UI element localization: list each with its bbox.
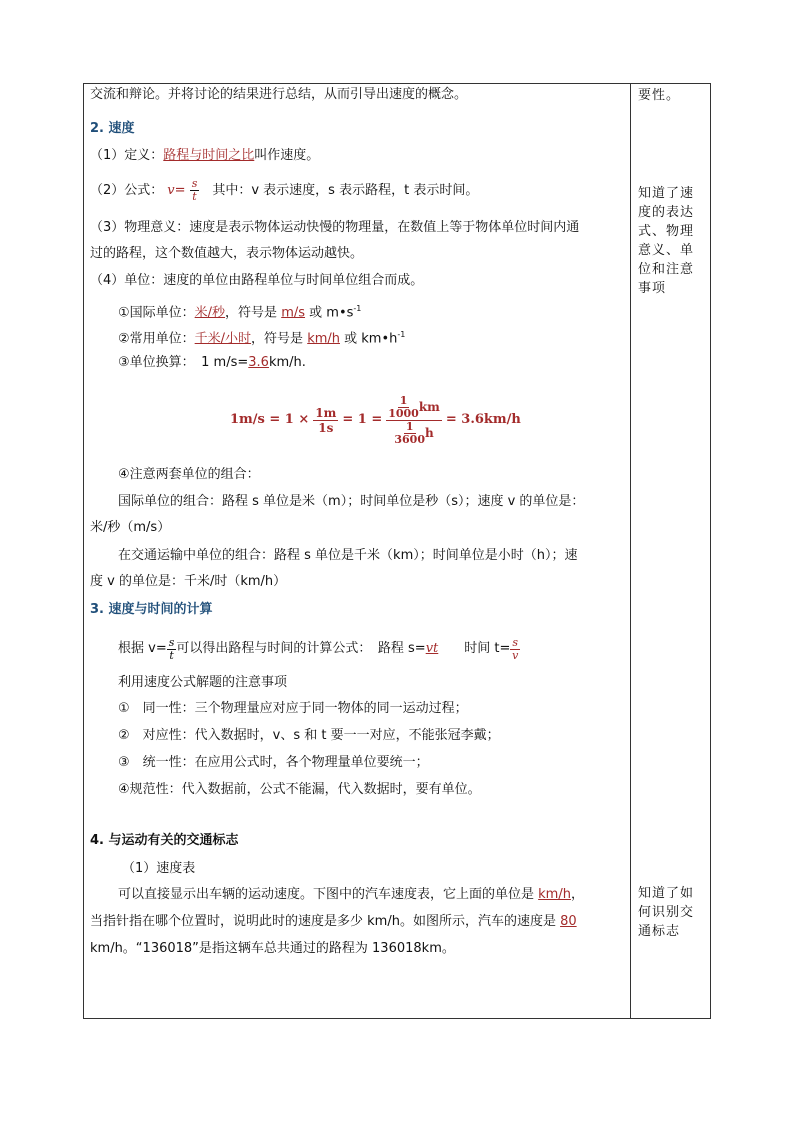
fraction bbox=[510, 637, 520, 662]
text: 叫作速度。 bbox=[254, 148, 320, 163]
formula-line bbox=[90, 178, 478, 203]
denominator: 3600 bbox=[394, 432, 425, 446]
unit: h bbox=[424, 426, 434, 440]
text: （1）定义： bbox=[90, 148, 164, 163]
underlined-answer: m/s bbox=[281, 305, 306, 321]
calc-formula-line bbox=[118, 632, 520, 666]
unit: km bbox=[418, 400, 440, 414]
compound-fraction bbox=[386, 395, 442, 446]
underlined-answer: 3.6 bbox=[248, 355, 269, 370]
side-note: 知道了如何识别交通标志 bbox=[638, 886, 695, 939]
text-line: （3）物理意义：速度是表示物体运动快慢的物理量，在数值上等于物体单位时间内通 bbox=[90, 220, 580, 235]
underlined-answer: 80 bbox=[560, 914, 577, 929]
numerator: 1m bbox=[315, 405, 337, 420]
fraction bbox=[167, 637, 177, 662]
list-item: ③ 统一性：在应用公式时，各个物理量单位要统一； bbox=[118, 755, 429, 770]
text-line: 米/秒（m/s） bbox=[90, 520, 171, 535]
numerator: 1 bbox=[399, 393, 408, 407]
formula-eq: = bbox=[174, 183, 186, 198]
text-line bbox=[118, 886, 584, 904]
denominator: 1000 bbox=[388, 406, 419, 420]
definition-line bbox=[90, 147, 319, 165]
eq-part: 1m/s = 1 × bbox=[230, 412, 310, 427]
text: 可以得出路程与时间的计算公式： 路程 s= bbox=[176, 641, 426, 656]
eq-part: = 3.6km/h bbox=[445, 412, 521, 427]
underlined-answer: km/h bbox=[307, 331, 340, 347]
denominator: t bbox=[169, 648, 174, 662]
text: 当指针指在哪个位置时，说明此时的速度是多少 km/h。如图所示，汽车的速度是 bbox=[90, 914, 561, 929]
fraction bbox=[313, 406, 338, 435]
text: 可以直接显示出车辆的运动速度。下图中的汽车速度表，它上面的单位是 bbox=[118, 887, 539, 902]
underlined-answer: 米/秒 bbox=[194, 305, 226, 321]
text: ③单位换算： 1 m/s= bbox=[118, 355, 249, 370]
list-item: ② 对应性：代入数据时，v、s 和 t 要一一对应，不能张冠李戴； bbox=[118, 728, 500, 743]
column-divider bbox=[630, 83, 631, 1019]
section-heading-speed: 2. 速度 bbox=[90, 121, 135, 136]
underlined-answer: 路程与时间之比 bbox=[163, 148, 255, 163]
common-unit-line bbox=[118, 326, 405, 348]
denominator: 1s bbox=[318, 420, 334, 435]
text: km/h. bbox=[268, 355, 306, 370]
text: 时间 t= bbox=[438, 641, 511, 656]
text-line: （4）单位：速度的单位由路程单位与时间单位组合而成。 bbox=[90, 273, 424, 288]
text: 或 km•h bbox=[340, 331, 398, 347]
text-line: 在交通运输中单位的组合：路程 s 单位是千米（km）；时间单位是小时（h）；速 bbox=[118, 548, 578, 563]
text: ，符号是 bbox=[225, 305, 282, 321]
numerator: s bbox=[191, 177, 198, 190]
section-heading-traffic: 4. 与运动有关的交通标志 bbox=[90, 833, 239, 848]
conversion-equation bbox=[230, 382, 521, 458]
text: ，符号是 bbox=[251, 331, 308, 347]
side-note: 知道了速度的表达式、物理意义、单位和注意事项 bbox=[638, 186, 695, 296]
text: 其中：v 表示速度，s 表示路程，t 表示时间。 bbox=[212, 183, 479, 198]
section-heading-calc: 3. 速度与时间的计算 bbox=[90, 602, 213, 617]
fraction bbox=[190, 178, 200, 203]
text-line: 利用速度公式解题的注意事项 bbox=[118, 675, 288, 690]
fraction bbox=[388, 395, 419, 420]
numerator: s bbox=[512, 635, 519, 649]
underlined-answer: 千米/小时 bbox=[194, 331, 252, 347]
text: 根据 v= bbox=[118, 641, 167, 656]
eq-part: = 1 = bbox=[342, 412, 383, 427]
conversion-line bbox=[118, 354, 306, 372]
text: 或 m•s bbox=[305, 305, 354, 321]
text: ①国际单位： bbox=[118, 305, 195, 321]
numerator: s bbox=[168, 635, 175, 649]
exponent: -1 bbox=[353, 304, 362, 313]
text-line bbox=[90, 913, 577, 931]
formula-var: v bbox=[167, 183, 175, 198]
numerator: 1 bbox=[405, 419, 414, 433]
text-line: ④注意两套单位的组合： bbox=[118, 467, 260, 482]
side-note: 要性。 bbox=[638, 88, 681, 103]
denominator: v bbox=[512, 648, 519, 662]
text-line: km/h。“136018”是指这辆车总共通过的路程为 136018km。 bbox=[90, 941, 455, 956]
text-line: 度 v 的单位是：千米/时（km/h） bbox=[90, 574, 287, 589]
list-item: ④规范性：代入数据前，公式不能漏，代入数据时，要有单位。 bbox=[118, 782, 481, 797]
underlined-answer: km/h bbox=[538, 887, 571, 902]
exponent: -1 bbox=[397, 330, 406, 339]
text-line: 国际单位的组合：路程 s 单位是米（m）；时间单位是秒（s）；速度 v 的单位是： bbox=[118, 494, 585, 509]
text: ②常用单位： bbox=[118, 331, 195, 347]
text: ， bbox=[570, 887, 584, 902]
denominator bbox=[394, 421, 433, 446]
subheading: （1）速度表 bbox=[122, 861, 196, 876]
si-unit-line bbox=[118, 300, 361, 322]
text: （2）公式： bbox=[90, 183, 164, 198]
text-line: 交流和辩论。并将讨论的结果进行总结，从而引导出速度的概念。 bbox=[90, 87, 468, 102]
list-item: ① 同一性：三个物理量应对应于同一物体的同一运动过程； bbox=[118, 701, 468, 716]
numerator bbox=[386, 395, 442, 421]
fraction bbox=[394, 421, 425, 446]
text-line: 过的路程，这个数值越大，表示物体运动越快。 bbox=[90, 246, 364, 261]
denominator: t bbox=[192, 190, 197, 203]
underlined-answer: vt bbox=[425, 641, 439, 656]
